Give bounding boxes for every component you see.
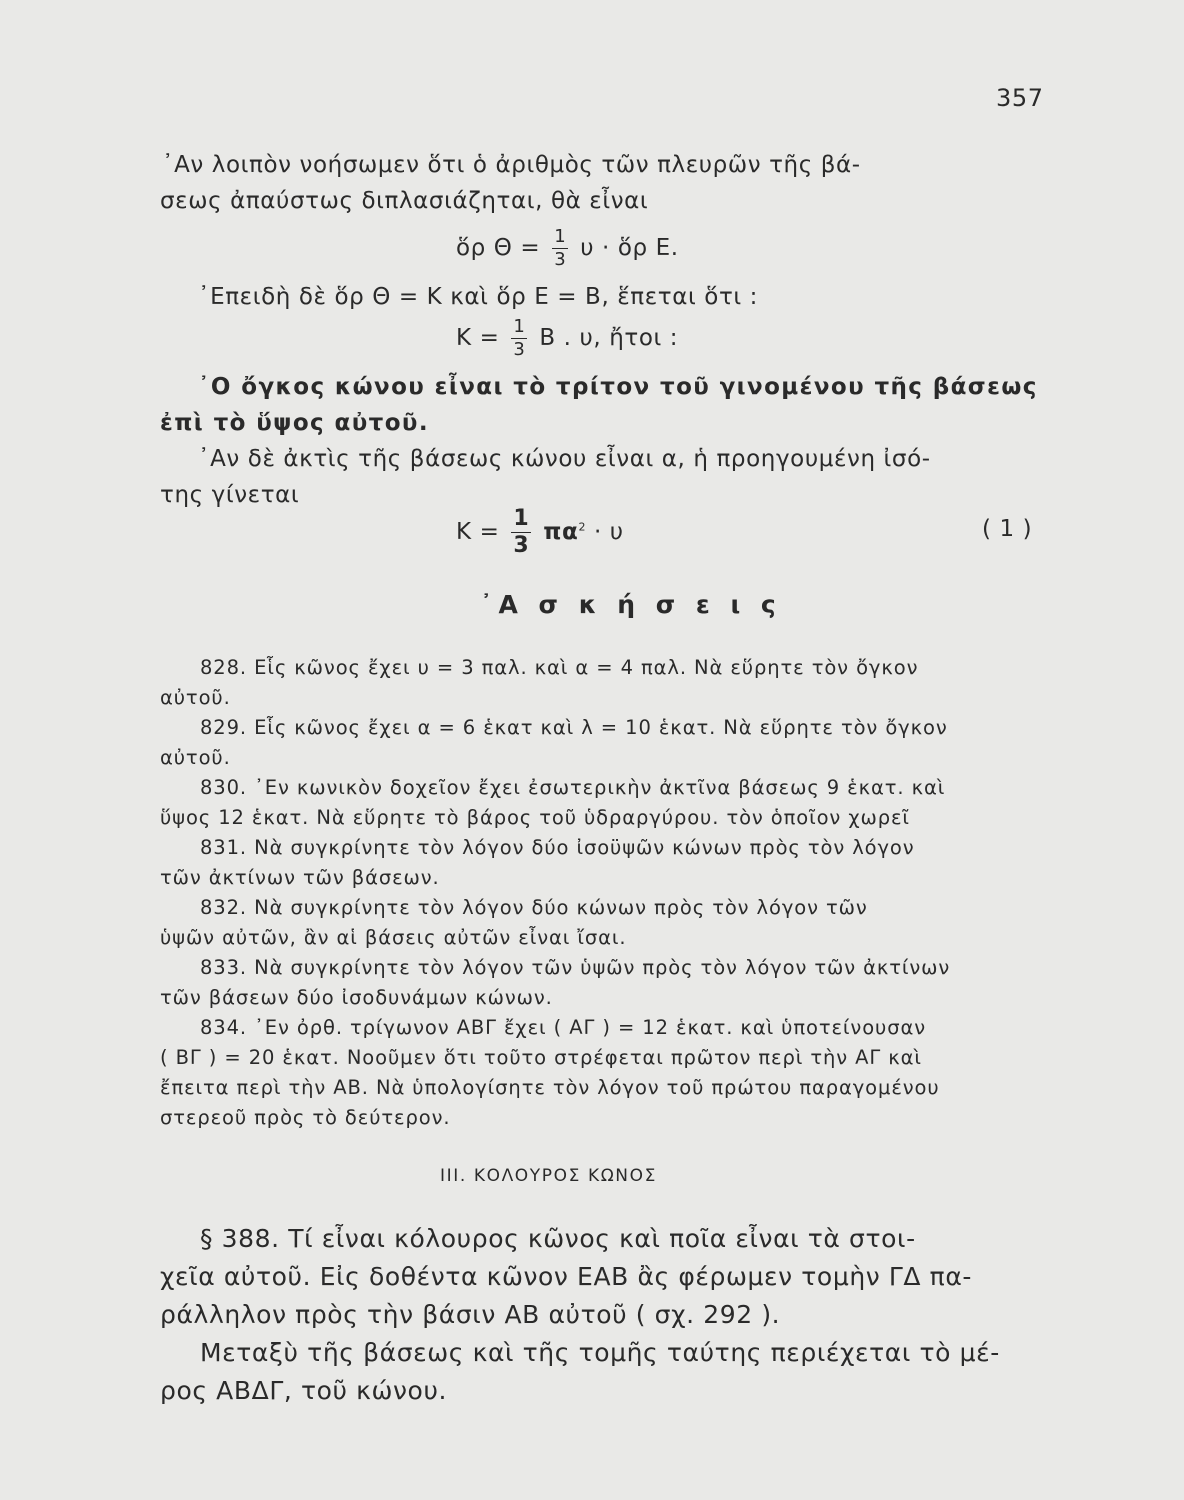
denominator: 3 <box>554 249 567 270</box>
paragraph-line: της γίνεται <box>160 482 300 508</box>
section-line: ρος ΑΒΔΓ, τοῦ κώνου. <box>160 1376 448 1405</box>
paragraph-line: ᾿Επειδὴ δὲ ὅρ Θ = Κ καὶ ὅρ Ε = Β, ἕπεται ὅτι : <box>198 284 759 310</box>
numerator: 1 <box>513 506 530 531</box>
fraction <box>552 228 568 269</box>
paragraph-line: ᾿Αν δὲ ἀκτὶς τῆς βάσεως κώνου εἶναι α, ἡ προηγουμένη ἰσό- <box>198 446 931 472</box>
exercise-line: ὑψῶν αὐτῶν, ἂν αἱ βάσεις αὐτῶν εἶναι ἴσαι. <box>160 926 627 949</box>
equation-label: ( 1 ) <box>982 516 1033 542</box>
numerator: 1 <box>554 226 567 247</box>
eq-left: Κ = <box>456 325 500 351</box>
eq-left: ὅρ Θ = <box>456 235 541 261</box>
page-number: 357 <box>996 84 1044 112</box>
equation-2 <box>456 318 678 359</box>
exercise-line: 834. ᾿Εν ὀρθ. τρίγωνον ΑΒΓ ἔχει ( ΑΓ ) = 12 ἑκατ. καὶ ὑποτείνουσαν <box>200 1016 927 1039</box>
section-title: III. ΚΟΛΟΥΡΟΣ ΚΩΝΟΣ <box>440 1166 657 1186</box>
exercise-line: 833. Νὰ συγκρίνητε τὸν λόγον τῶν ὑψῶν πρὸς τὸν λόγον τῶν ἀκτίνων <box>200 956 951 979</box>
denominator: 3 <box>513 339 526 360</box>
exercise-line: 830. ᾿Εν κωνικὸν δοχεῖον ἔχει ἐσωτερικὴν ἀκτῖνα βάσεως 9 ἑκατ. καὶ <box>200 776 946 799</box>
exercises-heading: ᾿Α σ κ ή σ ε ι ς <box>480 590 782 619</box>
eq-left: Κ = <box>456 519 500 545</box>
exercise-line: τῶν ἀκτίνων τῶν βάσεων. <box>160 866 440 889</box>
exercise-line: ὕψος 12 ἑκατ. Νὰ εὕρητε τὸ βάρος τοῦ ὑδραργύρου. τὸν ὁποῖον χωρεῖ <box>160 806 910 829</box>
exercise-line: αὐτοῦ. <box>160 686 231 709</box>
exercise-line: τῶν βάσεων δύο ἰσοδυνάμων κώνων. <box>160 986 553 1009</box>
exercise-line: στερεοῦ πρὸς τὸ δεύτερον. <box>160 1106 451 1129</box>
paragraph-line: σεως ἀπαύστως διπλασιάζηται, θὰ εἶναι <box>160 188 649 214</box>
numerator: 1 <box>513 316 526 337</box>
exercise-line: 831. Νὰ συγκρίνητε τὸν λόγον δύο ἰσοϋψῶν κώνων πρὸς τὸν λόγον <box>200 836 915 859</box>
eq-right: Β . υ, ἤτοι : <box>539 325 679 351</box>
exponent: 2 <box>578 520 587 534</box>
exercise-line: 828. Εἷς κῶνος ἔχει υ = 3 παλ. καὶ α = 4 παλ. Νὰ εὕρητε τὸν ὄγκον <box>200 656 919 679</box>
exercise-line: 832. Νὰ συγκρίνητε τὸν λόγον δύο κώνων πρὸς τὸν λόγον τῶν <box>200 896 868 919</box>
section-line: Μεταξὺ τῆς βάσεως καὶ τῆς τομῆς ταύτης περιέχεται τὸ μέ- <box>200 1338 1000 1367</box>
paragraph-line: ᾿Αν λοιπὸν νοήσωμεν ὅτι ὁ ἀριθμὸς τῶν πλευρῶν τῆς βά- <box>162 152 861 178</box>
fraction <box>511 318 527 359</box>
denominator: 3 <box>513 533 530 558</box>
section-line: § 388. Τί εἶναι κόλουρος κῶνος καὶ ποῖα εἶναι τὰ στοι- <box>200 1224 916 1253</box>
exercise-line: ἔπειτα περὶ τὴν ΑΒ. Νὰ ὑπολογίσητε τὸν λόγον τοῦ πρώτου παραγομένου <box>160 1076 940 1099</box>
exercise-line: αὐτοῦ. <box>160 746 231 769</box>
section-line: χεῖα αὐτοῦ. Εἰς δοθέντα κῶνον ΕΑΒ ἂς φέρωμεν τομὴν ΓΔ πα- <box>160 1262 973 1291</box>
equation-1 <box>456 228 679 269</box>
theorem-line: ᾿Ο ὄγκος κώνου εἶναι τὸ τρίτον τοῦ γινομένου τῆς βάσεως <box>198 374 1038 400</box>
fraction <box>511 508 531 557</box>
exercise-line: ( ΒΓ ) = 20 ἑκατ. Νοοῦμεν ὅτι τοῦτο στρέφεται πρῶτον περὶ τὴν ΑΓ καὶ <box>160 1046 922 1069</box>
eq-tail: · υ <box>586 519 624 545</box>
theorem-line: ἐπὶ τὸ ὕψος αὐτοῦ. <box>160 410 429 436</box>
section-line: ράλληλον πρὸς τὴν βάσιν ΑΒ αὐτοῦ ( σχ. 292 ). <box>160 1300 781 1329</box>
exercise-line: 829. Εἷς κῶνος ἔχει α = 6 ἑκατ καὶ λ = 10 ἑκατ. Νὰ εὕρητε τὸν ὄγκον <box>200 716 948 739</box>
eq-right: υ · ὅρ Ε. <box>580 235 679 261</box>
eq-right: πα <box>543 519 579 545</box>
equation-3 <box>456 508 624 557</box>
